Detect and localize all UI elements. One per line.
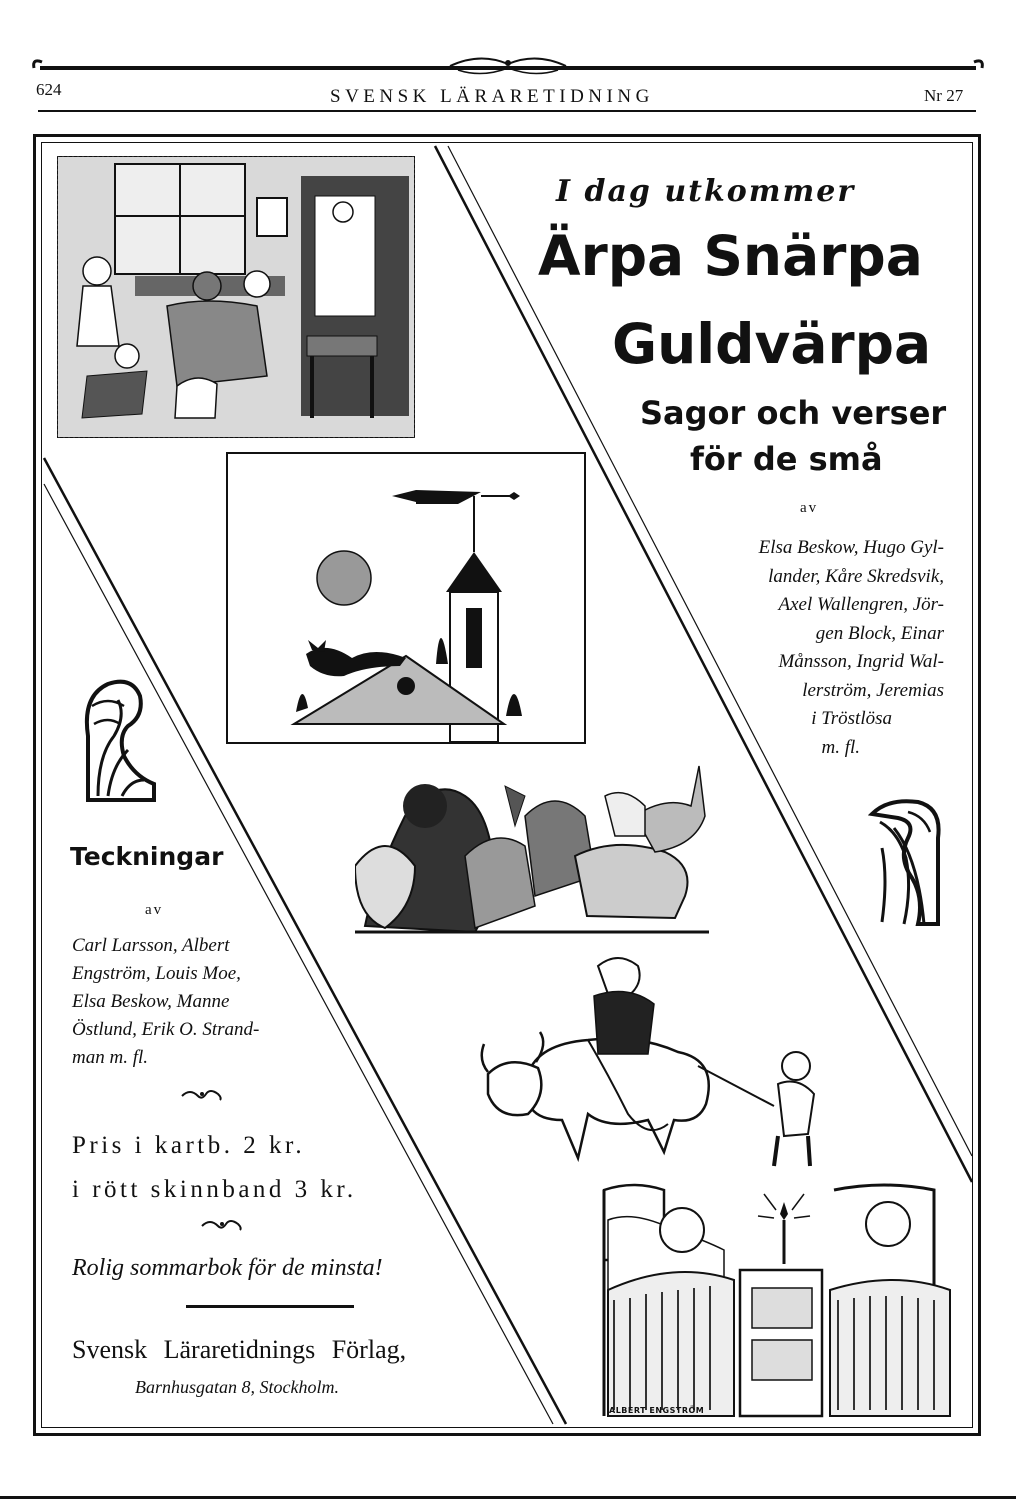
illustration-children-room [57,156,415,438]
illustration-cow-rider [478,944,838,1176]
fleuron-1 [180,1088,224,1102]
headline-kicker: I dag utkommer [556,174,856,209]
authors-line: i Tröstlösa [811,708,892,729]
illustration-children-beds [594,1180,956,1422]
ornament-right [868,798,946,930]
authors-line: gen Block, Einar [815,622,944,644]
journal-title: SVENSK LÄRARETIDNING [330,86,654,107]
illustrators-line: man m. fl. [72,1047,148,1068]
illustrators-line: Östlund, Erik O. Strand- [72,1019,260,1040]
authors-list [660,534,944,762]
illustrators-by: av [145,902,164,918]
publisher-divider [186,1305,354,1308]
illustrations-heading: Teckningar [70,842,224,871]
authors-by: av [800,500,819,516]
issue-number: Nr 27 [924,86,964,105]
illustration-church-cat-moon [226,452,586,744]
publisher-name: Svensk Läraretidnings Förlag, [72,1335,407,1364]
page-number: 624 [36,80,62,99]
authors-line: Månsson, Ingrid Wal- [778,651,944,672]
publisher-address: Barnhusgatan 8, Stockholm. [135,1377,339,1397]
page-bottom-rule [0,1496,1016,1499]
subtitle-line2: för de små [690,440,883,478]
authors-line: m. fl. [821,736,860,758]
price-cardboard: Pris i kartb. 2 kr. [72,1132,306,1159]
illustrators-line: Elsa Beskow, Manne [72,991,230,1012]
illustrators-list [72,932,322,1072]
price-leather: i rött skinnband 3 kr. [72,1176,357,1203]
illustration-signature: ALBERT ENGSTRÖM [609,1406,705,1415]
illustrators-line: Carl Larsson, Albert [72,935,230,956]
illustration-animals-group [355,756,709,940]
illustrators-line: Engström, Louis Moe, [72,963,241,984]
ornament-left [78,676,158,804]
authors-line: Axel Wallengren, Jör- [778,594,944,615]
authors-line: lerström, Jeremias [802,679,944,701]
fleuron-2 [200,1218,244,1232]
slogan: Rolig sommarbok för de minsta! [72,1255,383,1281]
book-title-line2: Guldvärpa [612,312,932,376]
book-title-line1: Ärpa Snärpa [538,224,923,288]
authors-line: Elsa Beskow, Hugo Gyl- [758,537,944,558]
authors-line: lander, Kåre Skredsvik, [768,565,944,587]
subtitle-line1: Sagor och verser [640,394,947,432]
